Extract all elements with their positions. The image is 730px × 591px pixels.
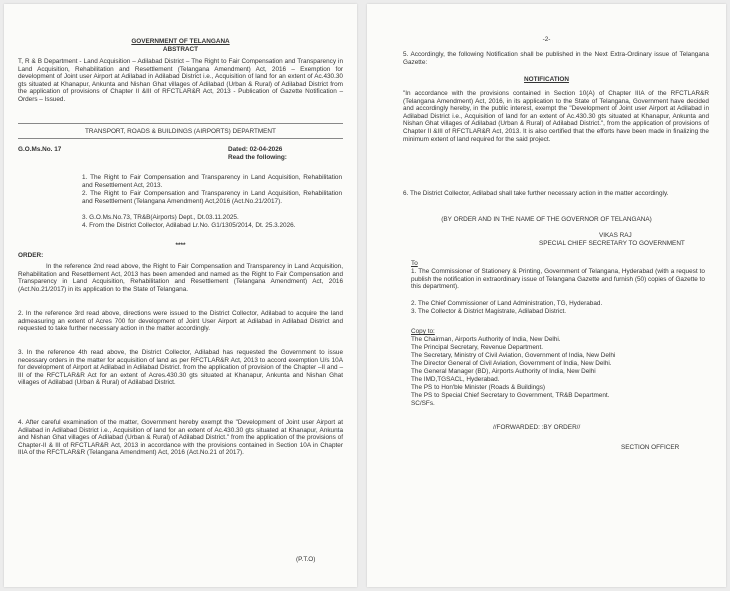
copy-list-item: The General Manager (BD), Airports Authority of India, New Delhi xyxy=(411,368,596,375)
to-list-item: 3. The Collector & District Magistrate, Adilabad District. xyxy=(411,308,567,315)
reference-item: 2. The Right to Fair Compensation and Transparency in Land Acquisition, Rehabilitation and Resettlement (Telangana Amendment) Act,2016 (Act.No.21/2017). xyxy=(82,190,342,205)
page-number: -2- xyxy=(542,36,551,43)
paragraph-5: 5. Accordingly, the following Notification shall be published in the Next Extra-Ordinary issue of Telangana Gazette: xyxy=(403,51,709,66)
to-list-item: 2. The Chief Commissioner of Land Administration, TG, Hyderabad. xyxy=(411,300,603,307)
copy-list-item: The IMD,TGSACL, Hyderabad. xyxy=(411,376,500,383)
abstract-label: ABSTRACT xyxy=(162,46,199,53)
document-page-1 xyxy=(4,4,357,587)
order-paragraph-2: 2. In the reference 3rd read above, directions were issued to the District Collector, Adilabad to acquire the land admeasuring an extent of Acres 700 for development of Joint User Airport at Adilabad in Adilabad District and requested to take further necessary action in the matter accordingly. xyxy=(18,310,343,333)
forwarded-line: //FORWARDED: :BY ORDER// xyxy=(493,424,581,431)
document-page-2 xyxy=(367,4,726,587)
notification-label: NOTIFICATION xyxy=(524,76,569,83)
section-officer: SECTION OFFICER xyxy=(621,444,680,451)
go-number: G.O.Ms.No. 17 xyxy=(18,146,62,153)
by-order-line: (BY ORDER AND IN THE NAME OF THE GOVERNOR OF TELANGANA) xyxy=(441,216,652,223)
reference-item: 1. The Right to Fair Compensation and Transparency in Land Acquisition, Rehabilitation and Resettlement Act, 2013. xyxy=(82,174,342,189)
order-label: ORDER: xyxy=(18,252,44,259)
order-paragraph-1: In the reference 2nd read above, the Right to Fair Compensation and Transparency in Land Acquisition, Rehabilitation and Resettlement Act, 2013 has been amended and named as the Right to Fair Compensation and Transparency in Land Acquisition, Rehabilitation and Resettlement (Telangana Amendment) Act, 2016 (Act.No.21/2017) in its application to the State of Telangana. xyxy=(18,263,343,293)
department-name: TRANSPORT, ROADS & BUILDINGS (AIRPORTS) DEPARTMENT xyxy=(85,128,276,135)
signatory-title: SPECIAL CHIEF SECRETARY TO GOVERNMENT xyxy=(539,240,685,247)
reference-item: 4. From the District Collector, Adilabad Lr.No. G1/1305/2014, Dt. 25.3.2026. xyxy=(82,222,296,229)
copy-list-item: The PS to Special Chief Secretary to Government, TR&B Department. xyxy=(411,392,610,399)
government-title: GOVERNMENT OF TELANGANA xyxy=(131,38,230,45)
copy-list-item: The PS to Hon'ble Minister (Roads & Buildings) xyxy=(411,384,546,391)
pto-label: (P.T.O) xyxy=(296,556,316,563)
separator-top xyxy=(18,123,343,124)
copy-list-item: The Secretary, Ministry of Civil Aviation, Government of India, New Delhi xyxy=(411,352,616,359)
copy-list-item: SC/SFs. xyxy=(411,400,435,407)
to-label: To xyxy=(411,260,418,267)
signatory-name: VIKAS RAJ xyxy=(599,232,632,239)
paragraph-6: 6. The District Collector, Adilabad shall take further necessary action in the matter accordingly. xyxy=(403,190,669,197)
separator-bottom xyxy=(18,138,343,139)
order-paragraph-4: 4. After careful examination of the matter, Government hereby exempt the "Development of Joint user Airport at Adilabad in Adilabad District i.e., Acquisition of land for an extent of Ac.430.30 gts situated at Khanapur, Ankunta and Nishan Ghat villages of Adilabad (Urban & Rural) of Adilabad District." from the application of the provisions of Chapter-II & III of RFCTLAR&R Act, 2013 in accordance with the provisions contained in Section 10A in Chapter IIIA of the RFCTLAR&R (Telangana Amendment) Act, 2016 (Act.No.21 of 2017). xyxy=(18,419,343,457)
copy-to-label: Copy to: xyxy=(411,328,435,335)
to-list-item: 1. The Commissioner of Stationery & Printing, Government of Telangana, Hyderabad (with a request to publish the notification in extraordinary issue of Telangana Gazette and furnish (50) copies of Gazette to this department). xyxy=(411,268,705,291)
read-following-label: Read the following: xyxy=(228,154,287,161)
copy-list-item: The Director General of Civil Aviation, Government of India, New Delhi. xyxy=(411,360,612,367)
copy-list-item: The Chairman, Airports Authority of India, New Delhi. xyxy=(411,336,561,343)
notification-text: "In accordance with the provisions contained in Section 10(A) of Chapter IIIA of the RFCTLAR&R (Telangana Amendment) Act, 2016, in its application to the State of Telangana, Government have decided and accordingly hereby, in the public interest, exempt the "Development of Joint user Airport at Adilabad in Adilabad District i.e., Acquisition of land for an extent of Ac.430.30 gts situated at Khanapur, Ankunta and Nishan Ghat villages of Adilabad (Urban & Rural) of Adilabad District.", from the application of provisions of Chapter II &III of RFCTLAR&R Act, 2013. It is also certified that the efforts have been made in finalizing the minimum extent of land required for the said project. xyxy=(403,90,709,143)
reference-item: 3. G.O.Ms.No.73, TR&B(Airports) Dept., Dt.03.11.2025. xyxy=(82,214,239,221)
copy-list-item: The Principal Secretary, Revenue Department. xyxy=(411,344,544,351)
section-stars: **** xyxy=(175,242,186,249)
abstract-text: T, R & B Department - Land Acquisition – Adilabad District – The Right to Fair Compensation and Transparency in Land Acquisition, Rehabilitation and Resettlement (Telangana Amendment) Act, 2016 – Exemption for development of Joint user Airport at Adilabad in Adilabad District i.e., Acquisition of land for an extent of Ac.430.30 gts situated at Khanapur, Ankunta and Nishan Ghat villages of Adilabad (Urban & Rural) of Adilabad District from the application of provisions of Chapter II &III of RFCTLAR&R Act, 2013 - Publication of Gazette Notification – Orders – Issued. xyxy=(18,58,343,103)
go-date: Dated: 02-04-2026 xyxy=(228,146,283,153)
order-paragraph-3: 3. In the reference 4th read above, the District Collector, Adilabad has requested the Government to issue necessary orders in the matter for acquisition of land as per RFCTLAR&R Act, 2013 to accord exemption U/s 10A for development of Airport at Adilabad in Adilabad District. from the application of provision of the Chapter –II and –III of the RFCTLAR&R Act for an extent of Acres.430.30 gts situated at Khanapur, Ankunta and Nishan Ghat villages of Adilabad (Urban & Rural) of Adilabad District. xyxy=(18,349,343,387)
